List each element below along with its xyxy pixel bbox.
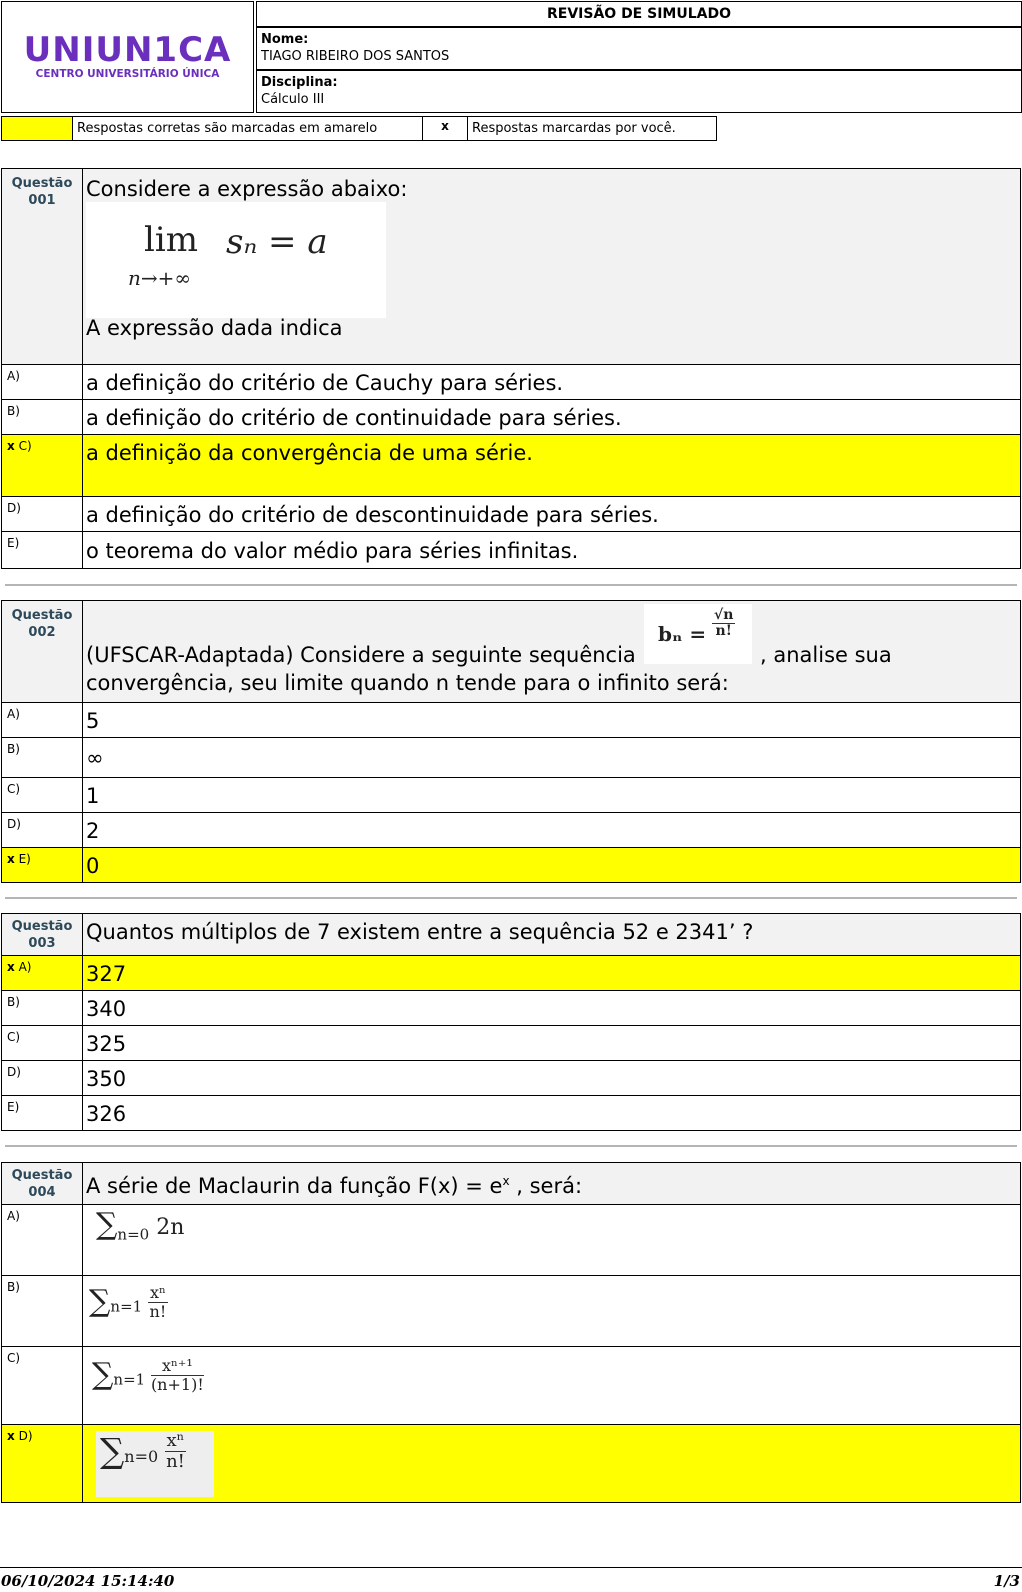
option-row[interactable] xyxy=(1,1026,1021,1061)
legend-mark: x xyxy=(422,116,468,141)
sum-symbol: ∑ xyxy=(89,1284,111,1320)
sum-symbol: ∑ xyxy=(100,1431,125,1472)
sum-sub: n=1 xyxy=(110,1297,143,1316)
option-text: a definição do critério de continuidade para séries. xyxy=(86,406,622,430)
option-row[interactable] xyxy=(1,532,1021,569)
option-row[interactable] xyxy=(1,1061,1021,1096)
formula-lim: lim xyxy=(144,220,198,260)
question-001 xyxy=(1,168,1021,569)
question-text: Quantos múltiplos de 7 existem entre a sequência 52 e 2341’ ? xyxy=(86,920,754,944)
option-letter: B) xyxy=(7,404,20,418)
formula-numerator: √n xyxy=(714,607,734,623)
page-number: 1/3 xyxy=(993,1572,1020,1590)
option-text: 327 xyxy=(86,962,127,986)
option-text: ∞ xyxy=(86,746,104,770)
option-text: 326 xyxy=(86,1102,127,1126)
sum-sub: n=0 xyxy=(124,1446,159,1466)
question-label: Questão 002 xyxy=(11,608,73,640)
option-text: o teorema do valor médio para séries infinitas. xyxy=(86,539,579,563)
question-003 xyxy=(1,913,1021,1131)
option-letter: C) xyxy=(7,1030,21,1044)
option-text: 325 xyxy=(86,1032,127,1056)
legend-yours-text: Respostas marcardas por você. xyxy=(467,116,717,141)
fraction-numerator: xⁿ xyxy=(166,1430,185,1451)
option-letter: A) xyxy=(7,1209,20,1223)
option-text: 340 xyxy=(86,997,127,1021)
option-letter: E) xyxy=(7,1100,20,1114)
option-text: 5 xyxy=(86,709,100,733)
sum-symbol: ∑ xyxy=(96,1207,118,1242)
option-row[interactable] xyxy=(1,1205,1021,1276)
discipline-value: Cálculo III xyxy=(261,92,325,107)
logo: UNIUN1CA xyxy=(23,30,232,70)
selected-mark: x xyxy=(7,960,15,974)
option-text: 350 xyxy=(86,1067,127,1091)
selected-mark: x xyxy=(7,852,15,866)
formula-lim-sub: n→+∞ xyxy=(128,266,192,290)
option-text: 1 xyxy=(86,784,100,808)
question-text: (UFSCAR-Adaptada) Considere a seguinte sequência xyxy=(86,643,636,667)
name-label: Nome: xyxy=(261,32,309,47)
logo-box xyxy=(1,1,254,113)
question-text: Considere a expressão abaixo: xyxy=(86,177,408,201)
question-stem xyxy=(1,601,1021,703)
option-letter: E) xyxy=(7,536,20,550)
fraction-denominator: n! xyxy=(149,1301,167,1321)
question-stem xyxy=(1,914,1021,956)
name-value: TIAGO RIBEIRO DOS SANTOS xyxy=(261,49,450,64)
option-text: a definição do critério de descontinuidade para séries. xyxy=(86,503,659,527)
question-text xyxy=(86,1167,1016,1200)
discipline-box xyxy=(256,70,1022,113)
option-row-correct[interactable] xyxy=(1,956,1021,991)
logo-subtitle: CENTRO UNIVERSITÁRIO ÚNICA xyxy=(35,68,220,80)
option-row[interactable] xyxy=(1,703,1021,738)
option-row[interactable] xyxy=(1,813,1021,848)
option-letter: A) xyxy=(7,707,20,721)
option-row-correct[interactable] xyxy=(1,435,1021,497)
question-label: Questão 004 xyxy=(11,1168,73,1200)
option-row-correct[interactable] xyxy=(1,1425,1021,1503)
fraction-numerator: xⁿ xyxy=(149,1283,166,1302)
option-letter: C) xyxy=(7,1351,21,1365)
sum-sub: n=0 xyxy=(117,1225,150,1244)
formula-image xyxy=(92,1357,222,1417)
option-letter: A) xyxy=(18,960,32,974)
formula-image xyxy=(96,1207,206,1251)
option-row[interactable] xyxy=(1,400,1021,435)
question-label: Questão 001 xyxy=(11,176,73,208)
question-text-2: convergência, seu limite quando n tende para o infinito será: xyxy=(86,671,729,695)
fraction-numerator: xⁿ⁺¹ xyxy=(151,1357,204,1376)
divider xyxy=(5,897,1017,899)
question-text-sup: x xyxy=(502,1174,510,1188)
formula-lhs: bₙ = xyxy=(658,622,707,646)
question-label: Questão 003 xyxy=(11,919,73,951)
fraction-denominator: n! xyxy=(166,1450,185,1472)
sum-symbol: ∑ xyxy=(92,1357,114,1393)
fraction-denominator: (n+1)! xyxy=(150,1374,204,1394)
formula-image xyxy=(86,202,386,318)
page-title: REVISÃO DE SIMULADO xyxy=(256,1,1022,27)
footer-datetime: 06/10/2024 15:14:40 xyxy=(1,1572,175,1590)
option-row[interactable] xyxy=(1,1276,1021,1347)
option-letter: A) xyxy=(7,369,20,383)
question-text-part-2: , será: xyxy=(509,1174,583,1198)
option-row-correct[interactable] xyxy=(1,848,1021,883)
option-row[interactable] xyxy=(1,1096,1021,1131)
selected-mark: x xyxy=(7,439,15,453)
question-text-part: A série de Maclaurin da função F(x) = e xyxy=(86,1174,503,1198)
option-text: a definição da convergência de uma série. xyxy=(86,441,533,465)
formula-image xyxy=(96,1431,214,1497)
discipline-label: Disciplina: xyxy=(261,75,338,90)
question-stem xyxy=(1,1163,1021,1205)
option-row[interactable] xyxy=(1,738,1021,778)
option-row[interactable] xyxy=(1,365,1021,400)
option-row[interactable] xyxy=(1,1347,1021,1425)
option-row[interactable] xyxy=(1,991,1021,1026)
option-row[interactable] xyxy=(1,778,1021,813)
sum-sub: n=1 xyxy=(113,1370,146,1389)
formula-image xyxy=(89,1284,189,1340)
legend-correct-text: Respostas corretas são marcadas em amarelo xyxy=(72,116,423,141)
formula-denominator: n! xyxy=(715,623,732,640)
option-text: 2 xyxy=(86,819,100,843)
option-letter: D) xyxy=(18,1429,33,1443)
divider xyxy=(5,1145,1017,1147)
question-stem xyxy=(1,169,1021,365)
name-box xyxy=(256,27,1022,70)
option-letter: E) xyxy=(18,852,31,866)
footer-rule xyxy=(0,1567,1022,1568)
formula-image xyxy=(644,604,752,664)
question-002 xyxy=(1,600,1021,883)
option-letter: D) xyxy=(7,1065,21,1079)
formula-body: sₙ = a xyxy=(226,222,328,262)
question-text-cont: , analise sua xyxy=(760,643,892,667)
option-letter: B) xyxy=(7,995,20,1009)
option-letter: C) xyxy=(18,439,32,453)
option-text: a definição do critério de Cauchy para séries. xyxy=(86,371,564,395)
question-004 xyxy=(1,1162,1021,1502)
option-row[interactable] xyxy=(1,497,1021,532)
option-letter: C) xyxy=(7,782,21,796)
option-letter: B) xyxy=(7,742,20,756)
option-letter: D) xyxy=(7,501,21,515)
option-letter: D) xyxy=(7,817,21,831)
divider xyxy=(5,584,1017,586)
formula-fraction xyxy=(712,608,735,640)
option-letter: B) xyxy=(7,1280,20,1294)
selected-mark: x xyxy=(7,1429,15,1443)
legend-color-swatch xyxy=(1,116,73,141)
sum-expr: 2n xyxy=(156,1215,185,1240)
question-text-2: A expressão dada indica xyxy=(86,316,343,340)
option-text: 0 xyxy=(86,854,100,878)
